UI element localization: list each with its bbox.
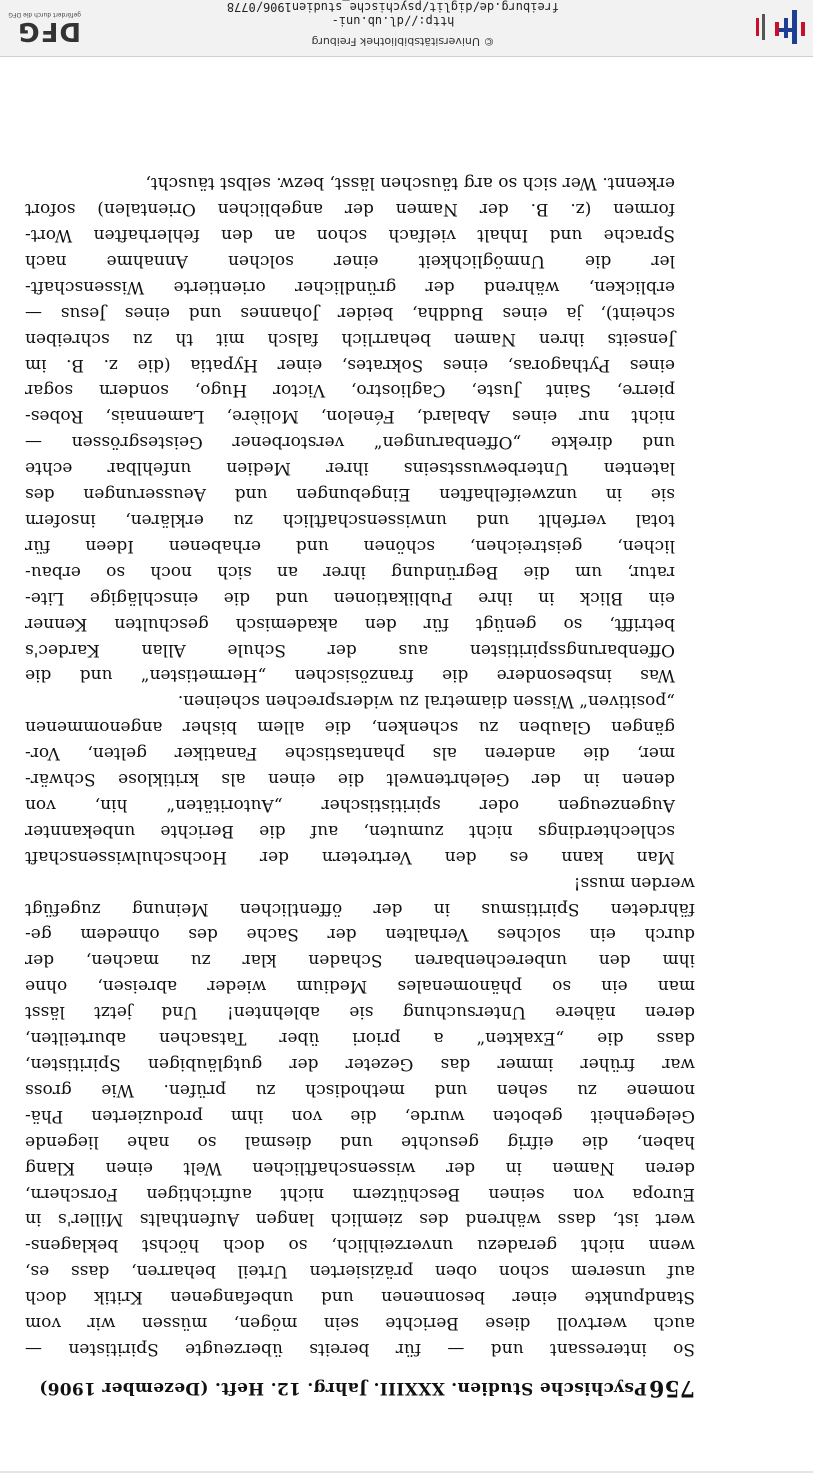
text-line: war früher immer das Gezeter der gutgläubigen Spiritisten,	[25, 1054, 695, 1075]
text-line: ein Blick in ihre Publikationen und die einschlägige Lite-	[25, 587, 675, 608]
copyright-notice: © Universitätsbibliothek Freiburg	[311, 35, 495, 48]
text-line: wenn nicht geradezu unverzeihlich, so doch höchst beklagens-	[25, 1235, 695, 1256]
text-line: gängen Glauben zu schenken, die allem bisher angenommenen	[25, 717, 675, 738]
text-line: ler die Unmöglichkeit einer solchen Annahme nach	[25, 250, 675, 271]
text-line: sie in unzweifelhaften Eingebungen und Aeusserungen des	[25, 484, 675, 505]
text-line: erblicken, während der gründlicher orientierte Wissenschaft-	[25, 276, 675, 297]
text-line: latenten Unterbewusstseins ihrer Medien unfehlbar echte	[25, 458, 675, 479]
text-line: nicht nur eines Abalard, Fénelon, Molière, Lamennais, Robes-	[25, 406, 675, 427]
text-line: betrifft, so genügt für den akademisch geschulten Kenner	[25, 613, 675, 634]
text-line: scheint), ja eines Buddha, beider Johannes und eines Jesus —	[25, 302, 675, 323]
paragraph-1	[25, 869, 695, 1361]
text-line: pierre, Saint Juste, Cagliostro, Victor Hugo, sondern sogar	[25, 380, 675, 401]
text-line: Was insbesondere die französischen „Hermetisten“ und die	[25, 665, 675, 686]
dfg-logo-icon	[3, 8, 81, 46]
text-line: schlechterdings nicht zumuten, auf die Berichte unbekannter	[25, 820, 675, 841]
text-line: erkennt. Wer sich so arg täuschen lässt, bezw. selbst täuscht,	[145, 173, 675, 194]
text-line: So interessant und — für bereits überzeugte Spiritisten —	[25, 1339, 695, 1359]
text-line: lichen, geistreichen, schönen und erhabenen Ideen für	[25, 535, 675, 556]
text-line: total verfehlt und unwissenschaftlich zu erklären, insofern	[25, 510, 675, 530]
viewer-header-bar	[0, 0, 813, 57]
running-title: Psychische Studien. XXXIII. Jahrg. 12. Heft. (Dezember 1906)	[39, 1378, 647, 1398]
text-line: deren Namen in der wissenschaftlichen Welt einen Klang	[25, 1157, 695, 1178]
text-line: mer, die anderen als phantastische Fanatiker gelten, Vor-	[25, 743, 675, 764]
text-line: Gelegenheit geboten wurde, die von ihm produzierten Phä-	[25, 1105, 695, 1126]
ub-freiburg-logo-icon[interactable]	[749, 6, 809, 50]
text-line: durch ein solches Verhalten der Sache des ohnedem ge-	[25, 924, 695, 945]
text-line: Man kann es den Vertretern der Hochschulwissenschaft	[25, 846, 675, 867]
text-line: formen (z. B. der Namen der angeblichen Orientalen) sofort	[25, 199, 675, 220]
text-line: fährdeten Spiritismus in der öffentlichen Meinung zugefügt	[25, 898, 695, 919]
dfg-logo-text: DFG	[17, 16, 81, 46]
text-line: haben, die eifrig gesuchte und diesmal so nahe liegende	[25, 1131, 695, 1152]
paragraph-3	[25, 169, 695, 687]
text-line: auf unserem schon oben präzisierten Urteil beharren, dass es,	[25, 1261, 695, 1282]
text-line: Jenseits ihren Namen beharrlich falsch mit th zu schreiben	[25, 328, 675, 349]
page-url[interactable]: http://dl.ub.uni-freiburg.de/diglit/psychische_studien1906/0778	[226, 0, 560, 28]
text-line: nomene zu sehen und methodisch zu prüfen. Wie gross	[25, 1079, 695, 1100]
text-line: dass die „Exakten“ a priori über Tatsachen aburteilten,	[25, 1028, 695, 1049]
text-line: man ein so phänomenales Medium wieder abreisen, ohne	[25, 976, 695, 997]
text-line: „positiven“ Wissen diametral zu widersprechen scheinen.	[177, 691, 675, 712]
text-line: auch wertvoll diese Berichte sein mögen, müssen wir vom	[25, 1313, 695, 1334]
page-number: 756	[649, 1375, 695, 1401]
text-line: eines Pythagoras, eines Sokrates, einer Hypatia (die z. B. im	[25, 354, 675, 375]
text-line: werden muss!	[573, 872, 695, 893]
text-line: Standpunkte einer besonnenen und unbefangenen Kritik doch	[25, 1287, 695, 1308]
text-line: Europa von seinen Beschützern nicht aufrichtigen Forschern,	[25, 1183, 695, 1204]
dfg-logo-subtitle: gefördert durch die DFG	[8, 11, 81, 18]
paragraph-2	[25, 687, 695, 868]
text-line: ratur, um die Begründung ihrer an sich noch so erbau-	[25, 561, 675, 582]
text-line: wert ist, dass während des ziemlich langen Aufenthalts Miller's in	[25, 1209, 695, 1230]
text-line: Offenbarungsspiritisten aus der Schule Allan Kardec's	[25, 639, 675, 660]
body-text	[25, 169, 695, 1361]
page-header	[25, 1377, 695, 1401]
text-line: ihm den unberechenbaren Schaden klar zu machen, der	[25, 950, 695, 971]
text-line: Augenzeugen oder spiritistischer „Autoritäten“ hin, von	[25, 794, 675, 815]
text-line: deren nähere Untersuchung sie ablehnten! Und jetzt lässt	[25, 1002, 695, 1023]
text-line: und direkte „Offenbarungen“ verstorbener Geistesgrössen —	[25, 432, 675, 453]
document-page	[25, 73, 695, 1413]
text-line: denen in der Gelehrtenwelt die einen als kritiklose Schwär-	[25, 769, 675, 790]
text-line: Sprache und Inhalt vielfach schon an den fehlerhaften Wort-	[25, 225, 675, 246]
